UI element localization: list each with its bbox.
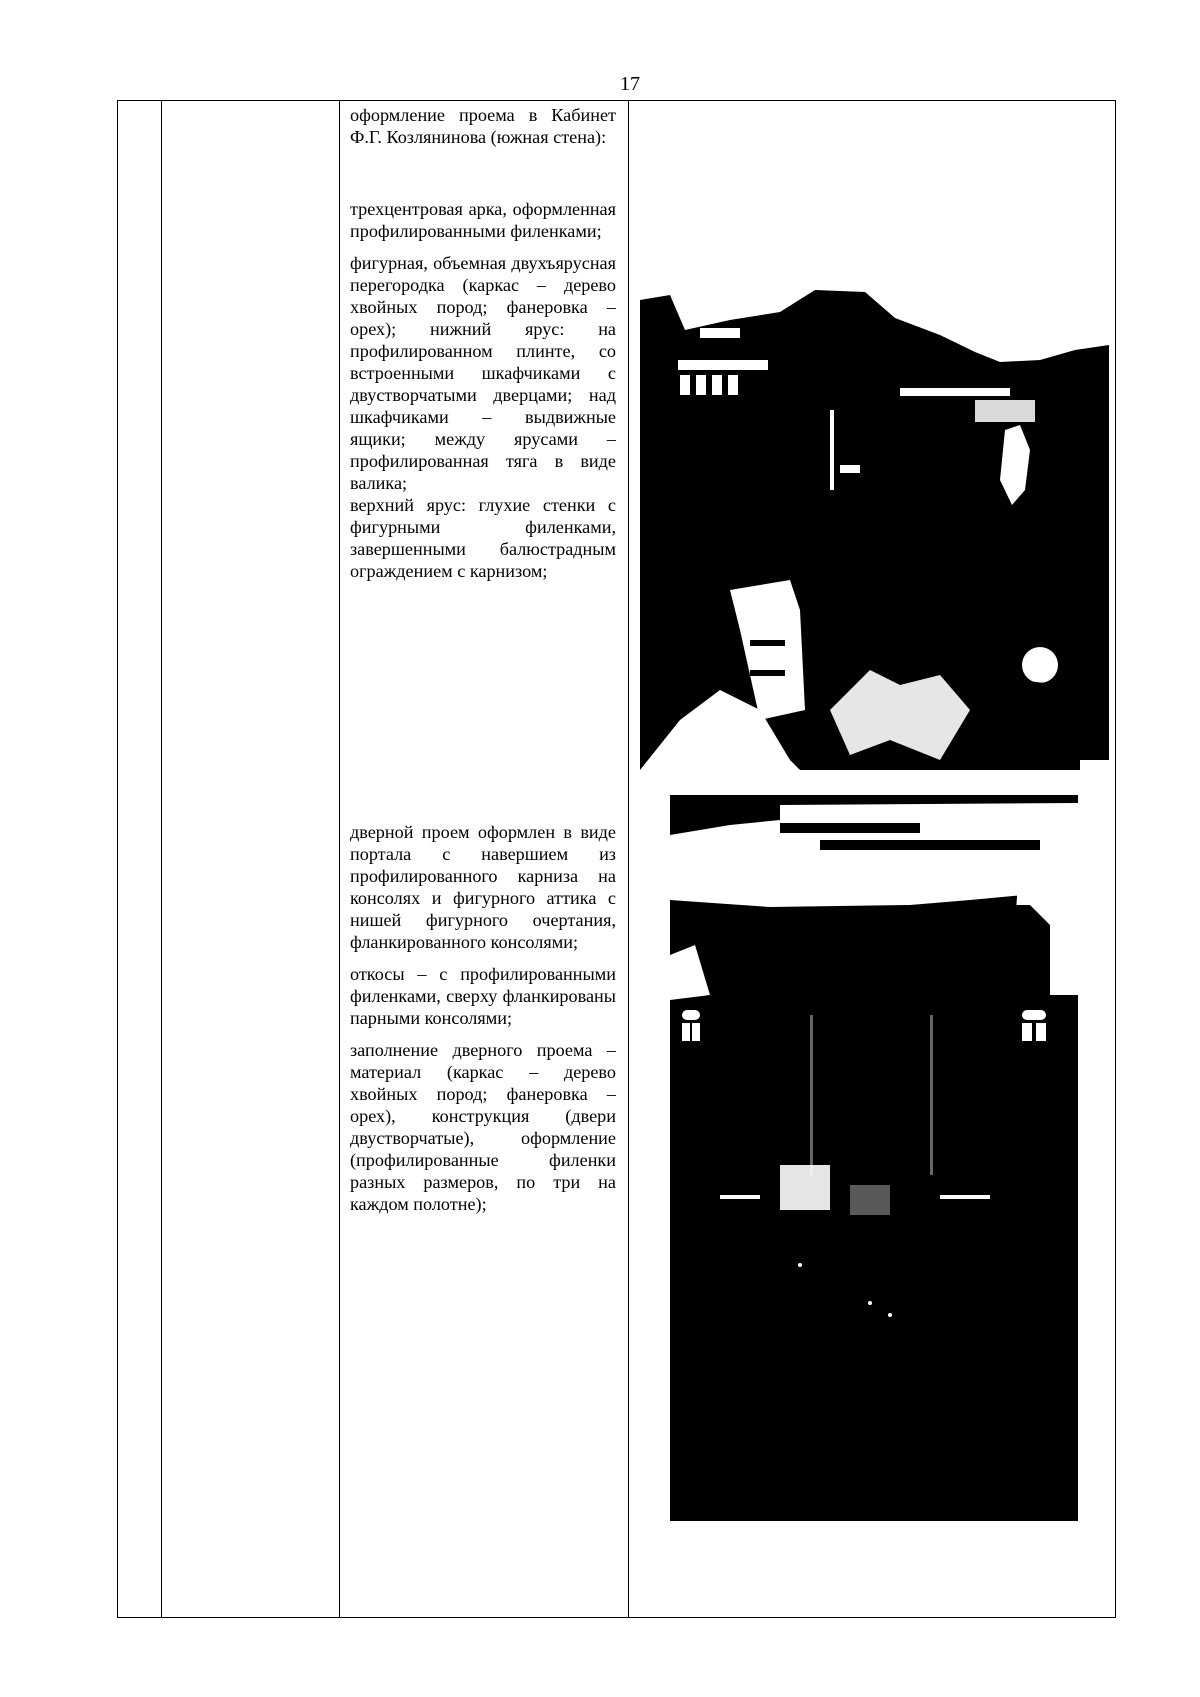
partition-photo-image [640, 290, 1109, 770]
block1-paragraph-3: верхний ярус: глухие стенки с фигурными филенками, завершенными балюстрадным ограждением с карнизом; [350, 495, 616, 581]
column-divider-3 [628, 100, 629, 1618]
block2-paragraph-2: откосы – с профилированными филенками, сверху фланкированы парными консолями; [350, 964, 616, 1028]
text-block-1 [350, 104, 616, 592]
text-block-2 [350, 821, 616, 1225]
column-divider-1 [161, 100, 162, 1618]
block2-paragraph-1: дверной проем оформлен в виде портала с навершием из профилированного карниза на консолях и фигурного аттика с нишей фигурного очертания, фланкированного консолями; [350, 822, 616, 952]
page-number: 17 [620, 73, 640, 95]
block1-paragraph-2: фигурная, объемная двухъярусная перегородка (каркас – дерево хвойных пород; фанеровка – орех); нижний ярус: на профилированном плинте, со встроенными шкафчиками с двустворчатыми дверцами; над шкафчиками – выдвижные ящики; между ярусами – профилированная тяга в виде валика; [350, 253, 616, 493]
block1-heading: оформление проема в Кабинет Ф.Г. Козлянинова (южная стена): [350, 105, 616, 147]
column-divider-2 [339, 100, 340, 1618]
door-portal-photo-image [670, 795, 1078, 1521]
door-portal-photo [670, 795, 1078, 1521]
block1-paragraph-1: трехцентровая арка, оформленная профилированными филенками; [350, 199, 616, 241]
block2-paragraph-3: заполнение дверного проема – материал (каркас – дерево хвойных пород; фанеровка – орех), конструкция (двери двустворчатые), оформление (профилированные филенки разных размеров, по три на каждом полотне); [350, 1040, 616, 1214]
partition-photo [640, 290, 1109, 770]
